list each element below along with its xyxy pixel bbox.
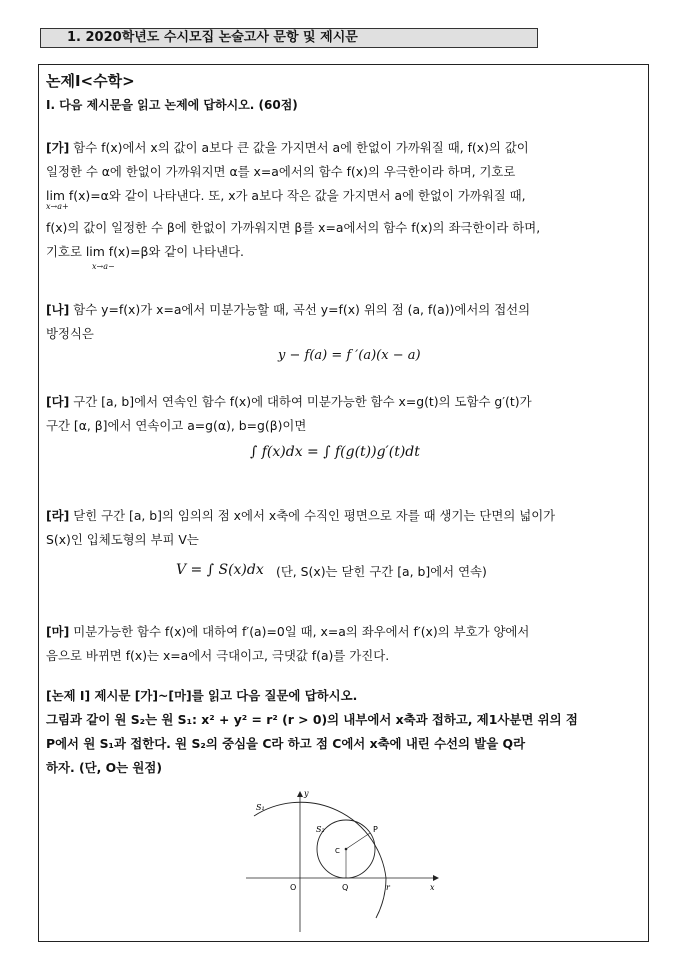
label-s2: S₂	[316, 825, 325, 834]
passage-text: lim f(x)=α와 같이 나타낸다. 또, x가 a보다 작은 값을 가지면서 a에 한없이 가까워질 때,	[46, 188, 526, 203]
passage-ra	[46, 504, 642, 552]
label-c: C	[335, 847, 340, 855]
passage-text: 구간 [α, β]에서 연속이고 a=g(α), b=g(β)이면	[46, 418, 307, 433]
point-c	[345, 848, 348, 851]
label-x: x	[430, 883, 435, 892]
passage-text: 함수 f(x)에서 x의 값이 a보다 큰 값을 가지면서 a에 한없이 가까워질 때, f(x)의 값이	[73, 140, 529, 155]
x-axis-arrow	[433, 875, 439, 881]
label-p: P	[373, 825, 378, 834]
instruction: Ⅰ. 다음 제시문을 읽고 논제에 답하시오. (60점)	[46, 98, 298, 112]
passage-ma	[46, 620, 642, 668]
question-text: 그림과 같이 원 S₂는 원 S₁: x² + y² = r² (r > 0)의 내부에서 x축과 접하고, 제1사분면 위의 점	[46, 712, 578, 727]
segment-cp	[346, 833, 370, 849]
passage-na	[46, 298, 642, 346]
passage-ga	[46, 136, 642, 208]
circle-s1	[254, 802, 386, 878]
passage-text: 닫힌 구간 [a, b]의 임의의 점 x에서 x축에 수직인 평면으로 자를 때 생기는 단면의 넓이가	[73, 508, 556, 523]
label-r: r	[386, 883, 390, 892]
passage-text: 음으로 바뀌면 f(x)는 x=a에서 극대이고, 극댓값 f(a)를 가진다.	[46, 648, 390, 663]
section-header: 1. 2020학년도 수시모집 논술고사 문항 및 제시문	[40, 28, 538, 48]
circle-figure	[240, 786, 450, 936]
label-s1: S₁	[256, 803, 265, 812]
passage-text: 함수 y=f(x)가 x=a에서 미분가능할 때, 곡선 y=f(x) 위의 점 (a, f(a))에서의 접선의	[73, 302, 531, 317]
question-title: [논제 Ⅰ] 제시문 [가]~[마]를 읽고 다음 질문에 답하시오.	[46, 688, 358, 703]
label-o: O	[290, 883, 297, 892]
passage-text: 기호로 lim f(x)=β와 같이 나타낸다.	[46, 244, 244, 259]
passage-label: [라]	[46, 508, 70, 523]
limit-subscript: x→a+	[46, 202, 69, 211]
passage-ga-cont	[46, 216, 642, 264]
passage-text: 미분가능한 함수 f(x)에 대하여 f′(a)=0일 때, x=a의 좌우에서 f′(x)의 부호가 양에서	[73, 624, 530, 639]
substitution-equation: ∫ f(x)dx = ∫ f(g(t))g′(t)dt	[250, 444, 420, 460]
label-q: Q	[342, 883, 349, 892]
passage-text: S(x)인 입체도형의 부피 V는	[46, 532, 199, 547]
passage-text: 방정식은	[46, 326, 94, 341]
circle-s1-lower	[376, 878, 386, 918]
question-text: 하자. (단, O는 원점)	[46, 760, 163, 775]
label-y: y	[304, 789, 309, 798]
passage-text: 구간 [a, b]에서 연속인 함수 f(x)에 대하여 미분가능한 함수 x=g(t)의 도함수 g′(t)가	[73, 394, 532, 409]
question-block	[46, 684, 642, 780]
passage-da	[46, 390, 642, 438]
passage-label: [가]	[46, 140, 70, 155]
passage-text: 일정한 수 α에 한없이 가까워지면 α를 x=a에서의 함수 f(x)의 우극한이라 하며, 기호로	[46, 164, 516, 179]
volume-note: (단, S(x)는 닫힌 구간 [a, b]에서 연속)	[276, 564, 487, 579]
passage-text: f(x)의 값이 일정한 수 β에 한없이 가까워지면 β를 x=a에서의 함수 f(x)의 좌극한이라 하며,	[46, 220, 541, 235]
volume-equation: V = ∫ S(x)dx	[176, 562, 264, 578]
passage-label: [나]	[46, 302, 70, 317]
passage-label: [다]	[46, 394, 70, 409]
question-text: P에서 원 S₁과 접한다. 원 S₂의 중심을 C라 하고 점 C에서 x축에 내린 수선의 발을 Q라	[46, 736, 526, 751]
passage-label: [마]	[46, 624, 70, 639]
tangent-equation: y − f(a) = f ′(a)(x − a)	[278, 348, 421, 363]
y-axis-arrow	[297, 791, 303, 797]
limit-subscript: x→a−	[92, 262, 115, 271]
topic-title: 논제Ⅰ<수학>	[46, 72, 135, 90]
